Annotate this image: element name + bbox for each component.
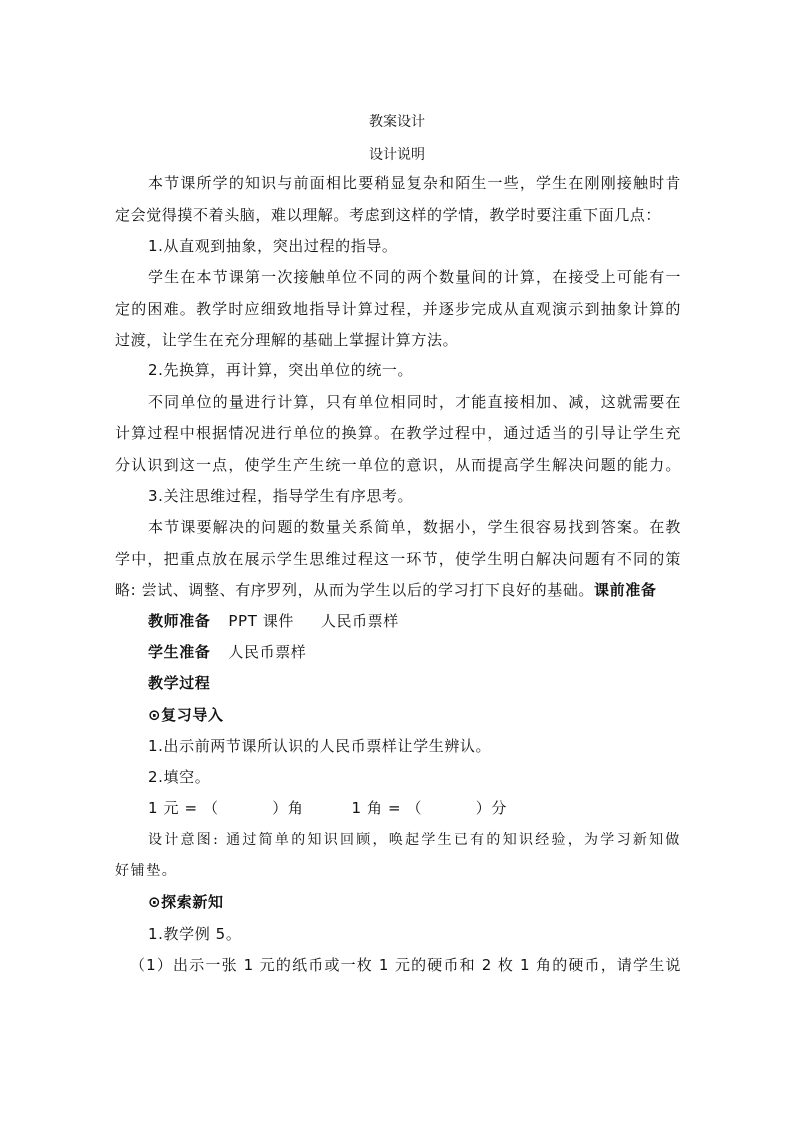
doc-subtitle: 设计说明 xyxy=(369,147,425,163)
point-heading-1: 1.从直观到抽象，突出过程的指导。 xyxy=(148,237,398,255)
paragraph-line: 学生在本节课第一次接触单位不同的两个数量间的计算，在接受上可能有一 xyxy=(148,268,681,286)
prep-heading: 课前准备 xyxy=(594,581,657,599)
paragraph-line: 过渡，让学生在充分理解的基础上掌握计算方法。 xyxy=(115,331,459,349)
fill-blank-row xyxy=(148,798,681,818)
process-heading: 教学过程 xyxy=(148,674,211,692)
fill-blank-jiao: 1 角 = （ ）分 xyxy=(351,799,507,817)
paragraph-line: 分认识到这一点，使学生产生统一单位的意识，从而提高学生解决问题的能力。 xyxy=(115,456,681,474)
point-heading-3: 3.关注思维过程，指导学生有序思考。 xyxy=(148,487,414,505)
student-prep-items: 人民币票样 xyxy=(228,643,307,661)
review-item-1: 1.出示前两节课所认识的人民币票样让学生辨认。 xyxy=(148,737,492,755)
design-intent-line: 设计意图: 通过简单的知识回顾，唤起学生已有的知识经验，为学习新知做 xyxy=(148,832,681,848)
paragraph-line: 不同单位的量进行计算，只有单位相同时，才能直接相加、减，这就需要在 xyxy=(148,393,681,411)
teacher-prep-items: PPT 课件 人民币票样 xyxy=(228,612,399,630)
paragraph-line: 本节课所学的知识与前面相比要稍显复杂和陌生一些，学生在刚刚接触时肯 xyxy=(148,174,681,192)
student-prep-row xyxy=(148,642,681,662)
fill-blank-yuan: 1 元 = （ ）角 xyxy=(148,799,304,817)
paragraph-line: 定会觉得摸不着头脑，难以理解。考虑到这样的学情，教学时要注重下面几点： xyxy=(115,206,662,224)
paragraph-line: 计算过程中根据情况进行单位的换算。在教学过程中，通过适当的引导让学生充 xyxy=(115,424,681,442)
design-intent-line: 好铺垫。 xyxy=(115,863,178,879)
paragraph-line: 本节课要解决的问题的数量关系简单，数据小，学生很容易找到答案。在教 xyxy=(148,518,681,536)
review-item-2: 2.填空。 xyxy=(148,768,211,786)
explore-item-1: 1.教学例 5。 xyxy=(148,925,242,943)
paragraph-line xyxy=(115,580,681,600)
paragraph-line: 学中，把重点放在展示学生思维过程这一环节，使学生明白解决问题有不同的策 xyxy=(115,550,681,568)
paragraph-text: 略: 尝试、调整、有序罗列，从而为学生以后的学习打下良好的基础。 xyxy=(115,581,595,599)
student-prep-label: 学生准备 xyxy=(148,643,211,661)
teacher-prep-label: 教师准备 xyxy=(148,612,211,630)
explore-heading: ⊙探索新知 xyxy=(148,893,224,911)
explore-item-2: （1）出示一张 1 元的纸币或一枚 1 元的硬币和 2 枚 1 角的硬币，请学生说 xyxy=(130,956,681,974)
paragraph-line: 定的困难。教学时应细致地指导计算过程，并逐步完成从直观演示到抽象计算的 xyxy=(115,300,681,318)
review-heading: ⊙复习导入 xyxy=(148,706,224,724)
teacher-prep-row xyxy=(148,611,681,631)
doc-title: 教案设计 xyxy=(369,114,425,130)
point-heading-2: 2.先换算，再计算，突出单位的统一。 xyxy=(148,361,414,379)
